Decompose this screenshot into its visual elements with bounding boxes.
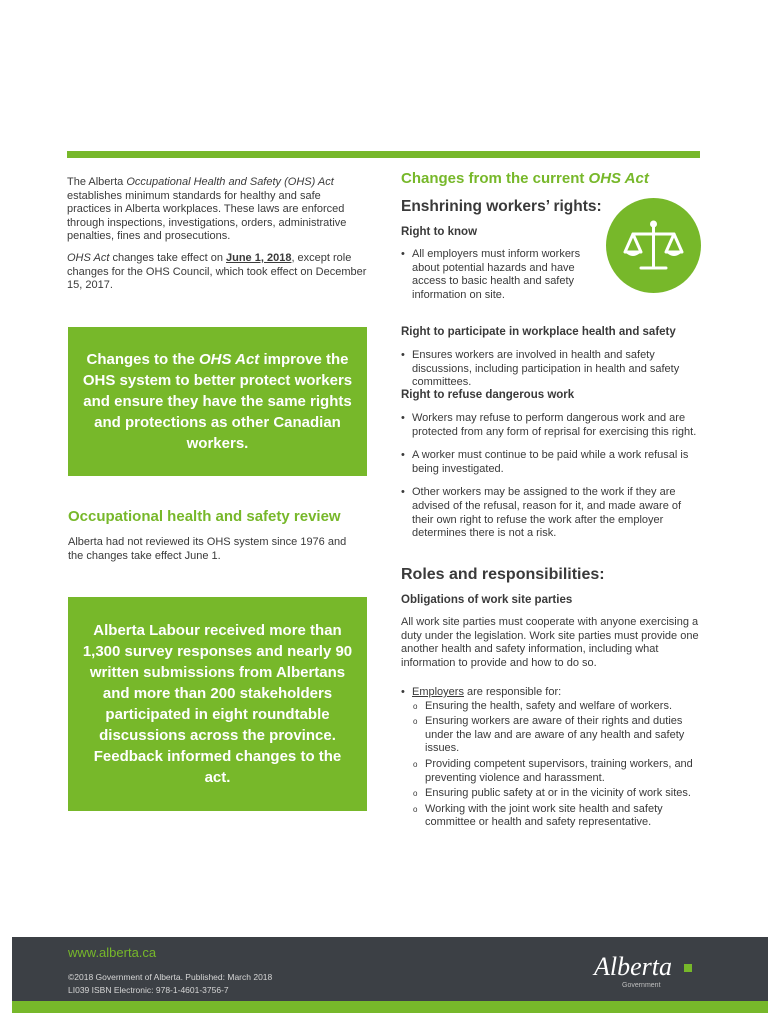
right-to-participate-title: Right to participate in workplace health and safety: [401, 326, 676, 338]
obligations-subheading: Obligations of work site parties: [401, 594, 573, 606]
left-column: [67, 176, 367, 299]
top-rule: [67, 151, 700, 158]
list-item: • All employers must inform workers about potential hazards and have access to basic health and safety information on site.: [401, 248, 601, 302]
list-item: o Ensuring workers are aware of their rights and duties under the law and are aware of any health and safety issues.: [412, 715, 701, 756]
intro-paragraph-2: OHS Act changes take effect on June 1, 2018, except role changes for the OHS Council, which took effect on December 15, 2017.: [67, 251, 367, 292]
list-item: o Working with the joint work site health and safety committee or health and safety representative.: [412, 803, 701, 830]
right-to-participate-section: [401, 326, 701, 397]
svg-text:Government: Government: [622, 982, 661, 989]
footer: [12, 937, 768, 1001]
list-item: • Ensures workers are involved in health and safety discussions, including participation in health and safety committees.: [401, 349, 701, 390]
changes-heading: Changes from the current OHS Act: [401, 170, 649, 187]
effective-date: June 1, 2018: [226, 251, 292, 264]
footer-accent-bar: [12, 1001, 768, 1013]
right-to-refuse-list: [401, 412, 701, 541]
list-item: o Ensuring public safety at or in the vicinity of work sites.: [412, 787, 701, 801]
website-link[interactable]: www.alberta.ca: [68, 945, 157, 960]
copyright-text: ©2018 Government of Alberta. Published: March 2018: [68, 972, 273, 982]
review-text: Alberta had not reviewed its OHS system since 1976 and the changes take effect June 1.: [68, 536, 347, 562]
review-heading: Occupational health and safety review: [68, 508, 341, 525]
roles-heading: Roles and responsibilities:: [401, 566, 605, 583]
right-to-know-list: [401, 248, 601, 302]
list-item: • A worker must continue to be paid while a work refusal is being investigated.: [401, 449, 701, 476]
callout-survey: Alberta Labour received more than 1,300 survey responses and nearly 90 written submissions from Albertans and more than 200 stakeholders participated in eight roundtable discussions across the province. Feedback informed changes to the act.: [68, 597, 367, 811]
right-to-participate-list: [401, 349, 701, 390]
list-item: • Workers may refuse to perform dangerous work and are protected from any form of reprisal for exercising this right.: [401, 412, 701, 439]
scale-of-justice-icon: [606, 198, 701, 293]
employers-list: [401, 686, 701, 830]
employer-duties: [412, 700, 701, 830]
right-to-refuse-title: Right to refuse dangerous work: [401, 389, 575, 401]
list-item: o Ensuring the health, safety and welfare of workers.: [412, 700, 701, 714]
isbn-text: LI039 ISBN Electronic: 978-1-4601-3756-7: [68, 985, 229, 995]
obligations-text: All work site parties must cooperate with anyone exercising a duty under the legislation. Work site parties must provide one another health and safety information, including what information to provide and how to do so.: [401, 616, 699, 669]
callout-changes: Changes to the OHS Act improve the OHS system to better protect workers and ensure they have the same rights and protections as other Canadian workers.: [68, 327, 367, 476]
right-to-know-section: [401, 226, 601, 309]
list-item: o Providing competent supervisors, training workers, and preventing violence and harassment.: [412, 758, 701, 785]
svg-text:Alberta: Alberta: [594, 952, 672, 981]
employers-item: • Employers are responsible for: o Ensuring the health, safety and welfare of workers. o Ensuring workers are aware of their rights and duties under the law and are aware of any health and safety issues. o Providing competent supervisors, training workers, and preventing violence and harassment. o Ensuring public safety at or in the vicinity of work sites. o Working with the joint work site health and safety committee or health and safety representative.: [401, 686, 701, 830]
intro-paragraph-1: The Alberta Occupational Health and Safety (OHS) Act establishes minimum standards for healthy and safe practices in Alberta workplaces. These laws are enforced through inspections, investigations, orders, administrative penalties, fines and prosecutions.: [67, 176, 347, 243]
list-item: • Other workers may be assigned to the work if they are advised of the refusal, reason for it, and made aware of their own right to refuse the work after the employer determines there is not a risk.: [401, 486, 701, 540]
rights-subheading: Enshrining workers’ rights:: [401, 198, 602, 215]
employers-section: [401, 686, 701, 832]
right-to-refuse-section: [401, 389, 701, 548]
right-to-know-title: Right to know: [401, 226, 478, 238]
alberta-logo: [592, 947, 712, 992]
